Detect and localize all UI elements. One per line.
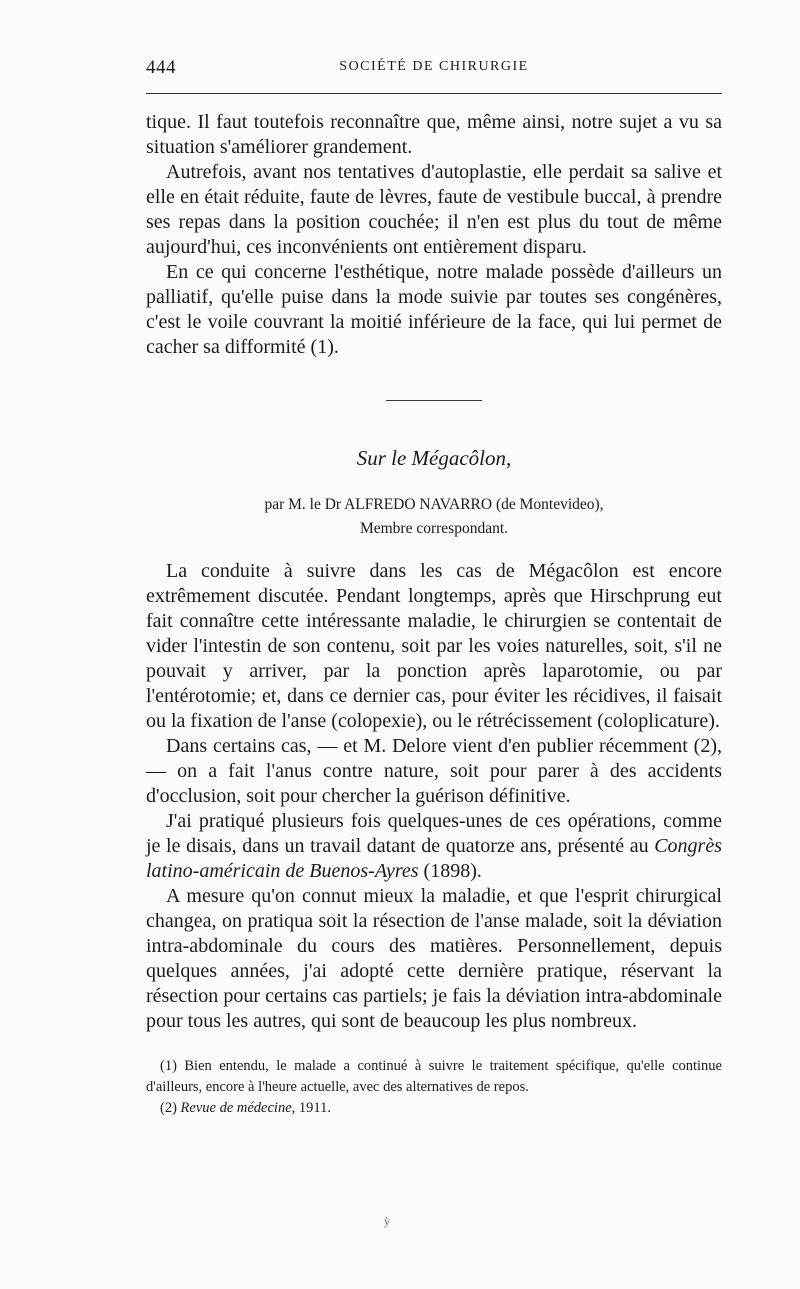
page-body xyxy=(146,110,722,1119)
author-membership: Membre correspondant. xyxy=(359,520,509,537)
footnotes xyxy=(146,1056,722,1119)
article-title: Sur le Mégacôlon, xyxy=(356,446,512,470)
intro-paragraph-3: En ce qui concerne l'esthétique, notre malade possède d'ailleurs un palliatif, qu'elle puise dans la mode suivie par toutes ses congénères, c'est le voile couvrant la moitié inférieure de la face, qui lui permet de cacher sa difformité (1). xyxy=(146,261,722,358)
running-title: SOCIÉTÉ DE CHIRURGIE xyxy=(339,59,529,74)
stray-mark: ỳ xyxy=(384,1214,390,1228)
intro-paragraph-2: Autrefois, avant nos tentatives d'autoplastie, elle perdait sa salive et elle en était réduite, faute de lèvres, faute de vestibule buccal, à prendre ses repas dans la position couchée; il n'en est plus du tout de même aujourd'hui, ces inconvénients ont entièrement disparu. xyxy=(146,161,722,258)
footnote-2: (2) Revue de médecine, 1911. xyxy=(160,1100,331,1116)
page-header xyxy=(146,57,722,81)
article-byline: par M. le Dr ALFREDO NAVARRO (de Montevideo), xyxy=(264,496,604,513)
section-separator xyxy=(386,400,482,401)
footnote-1: (1) Bien entendu, le malade a continué à suivre le traitement spécifique, qu'elle continue d'ailleurs, encore à l'heure actuelle, avec des alternatives de repos. xyxy=(146,1058,722,1095)
article-paragraph-1: La conduite à suivre dans les cas de Mégacôlon est encore extrêmement discutée. Pendant longtemps, après que Hirschprung eut fait connaître cette intéressante maladie, le chirurgien se contentait de vider l'intestin de son contenu, soit par les voies naturelles, soit, s'il ne pouvait y arriver, par la ponction après laparotomie, ou par l'entérotomie; et, dans ce dernier cas, pour éviter les récidives, il faisait ou la fixation de l'anse (colopexie), ou le rétrécissement (coloplicature). xyxy=(146,560,722,732)
article-body xyxy=(146,559,722,1034)
intro-paragraph-1: tique. Il faut toutefois reconnaître que, même ainsi, notre sujet a vu sa situation s'améliorer grandement. xyxy=(146,111,722,158)
article-paragraph-3: J'ai pratiqué plusieurs fois quelques-unes de ces opérations, comme je le disais, dans un travail datant de quatorze ans, présenté au Congrès latino-américain de Buenos-Ayres (1898). xyxy=(146,810,722,882)
article-paragraph-4: A mesure qu'on connut mieux la maladie, et que l'esprit chirurgical changea, on pratiqua soit la résection de l'anse malade, soit la déviation intra-abdominale du cours des matières. Personnellement, depuis quelques années, j'ai adopté cette dernière pratique, réservant la résection pour certains cas partiels; je fais la déviation intra-abdominale pour tous les autres, qui sont de beaucoup les plus nombreux. xyxy=(146,885,722,1032)
header-rule xyxy=(146,93,722,94)
article-paragraph-2: Dans certains cas, — et M. Delore vient d'en publier récemment (2), — on a fait l'anus contre nature, soit pour parer à des accidents d'occlusion, soit pour chercher la guérison définitive. xyxy=(146,735,722,807)
congress-title: Congrès latino-américain de Buenos-Ayres xyxy=(146,835,722,882)
page-number: 444 xyxy=(146,57,176,78)
journal-title: Revue de médecine, xyxy=(180,1100,296,1116)
